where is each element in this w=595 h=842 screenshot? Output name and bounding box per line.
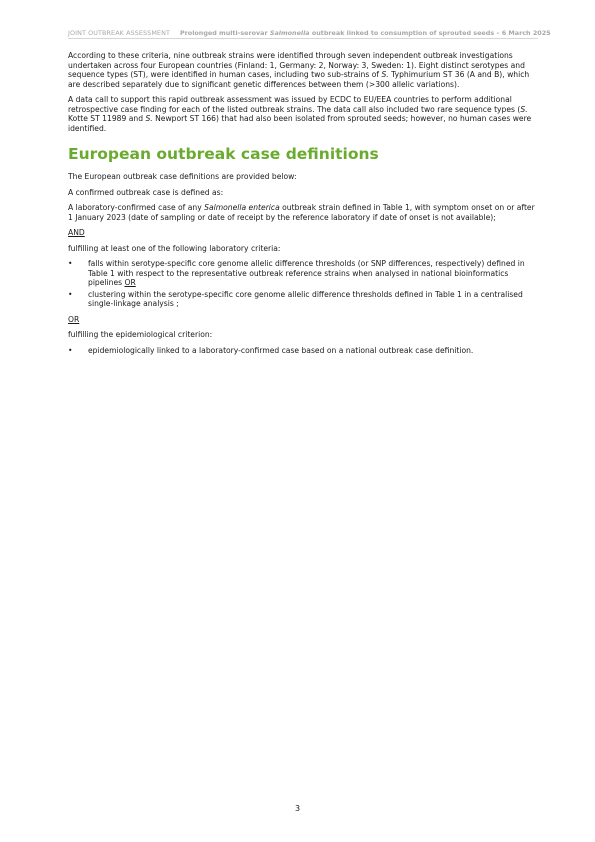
running-header <box>68 29 551 39</box>
header-right: Prolonged multi-serovar Salmonella outbreak linked to consumption of sprouted seeds – 6 March 2025 <box>179 29 551 37</box>
bullet-icon: • <box>68 259 73 268</box>
bullet-icon: • <box>68 289 73 299</box>
header-left: JOINT OUTBREAK ASSESSMENT <box>68 29 170 37</box>
bullet-icon: • <box>68 345 73 355</box>
lab-criteria-list <box>68 259 538 309</box>
and-connector: AND <box>68 228 85 237</box>
page-content <box>68 51 538 361</box>
list-item: • epidemiologically linked to a laboratory-confirmed case based on a national outbreak case definition. <box>68 345 474 355</box>
section-heading: European outbreak case definitions <box>68 145 379 163</box>
lab-criteria-intro: fulfilling at least one of the following laboratory criteria: <box>68 243 281 253</box>
list-item: • clustering within the serotype-specific core genome allelic difference thresholds defined in Table 1 in a centralised single-linkage analysis ; <box>68 289 523 308</box>
confirmed-case-intro: A confirmed outbreak case is defined as: <box>68 187 224 197</box>
lab-confirmed-case-definition: A laboratory-confirmed case of any Salmonella enterica outbreak strain defined in Table 1, with symptom onset on or after 1 January 2023 (date of sampling or date of receipt by the reference laboratory if date of onset is not available); <box>68 203 535 222</box>
page-number: 3 <box>294 804 301 813</box>
or-inline: OR <box>124 278 136 287</box>
list-item: • falls within serotype-specific core genome allelic difference thresholds (or SNP differences, respectively) defined in Table 1 with respect to the representative outbreak reference strains when analysed in national bioinformatics pipelines OR <box>68 259 525 287</box>
paragraph-data-call: A data call to support this rapid outbreak assessment was issued by ECDC to EU/EEA countries to perform additional retrospective case finding for each of the listed outbreak strains. The data call also included two rare sequence types (S. Kotte ST 11989 and S. Newport ST 166) that had also been isolated from sprouted seeds; however, no human cases were identified. <box>68 95 532 133</box>
case-definitions-intro: The European outbreak case definitions are provided below: <box>68 172 297 181</box>
epi-criterion-intro: fulfilling the epidemiological criterion: <box>68 330 213 339</box>
or-connector: OR <box>68 314 80 324</box>
epi-criteria-list <box>68 346 538 356</box>
paragraph-outbreak-strains: According to these criteria, nine outbreak strains were identified through seven independent outbreak investigations undertaken across four European countries (Finland: 1, Germany: 2, Norway: 3, Sweden: 1). Eight distinct serotypes and sequence types (ST), were identified in human cases, including two sub-strains of S. Typhimurium ST 36 (A and B), which are described separately due to significant genetic differences between them (>300 allelic variations). <box>68 51 530 89</box>
